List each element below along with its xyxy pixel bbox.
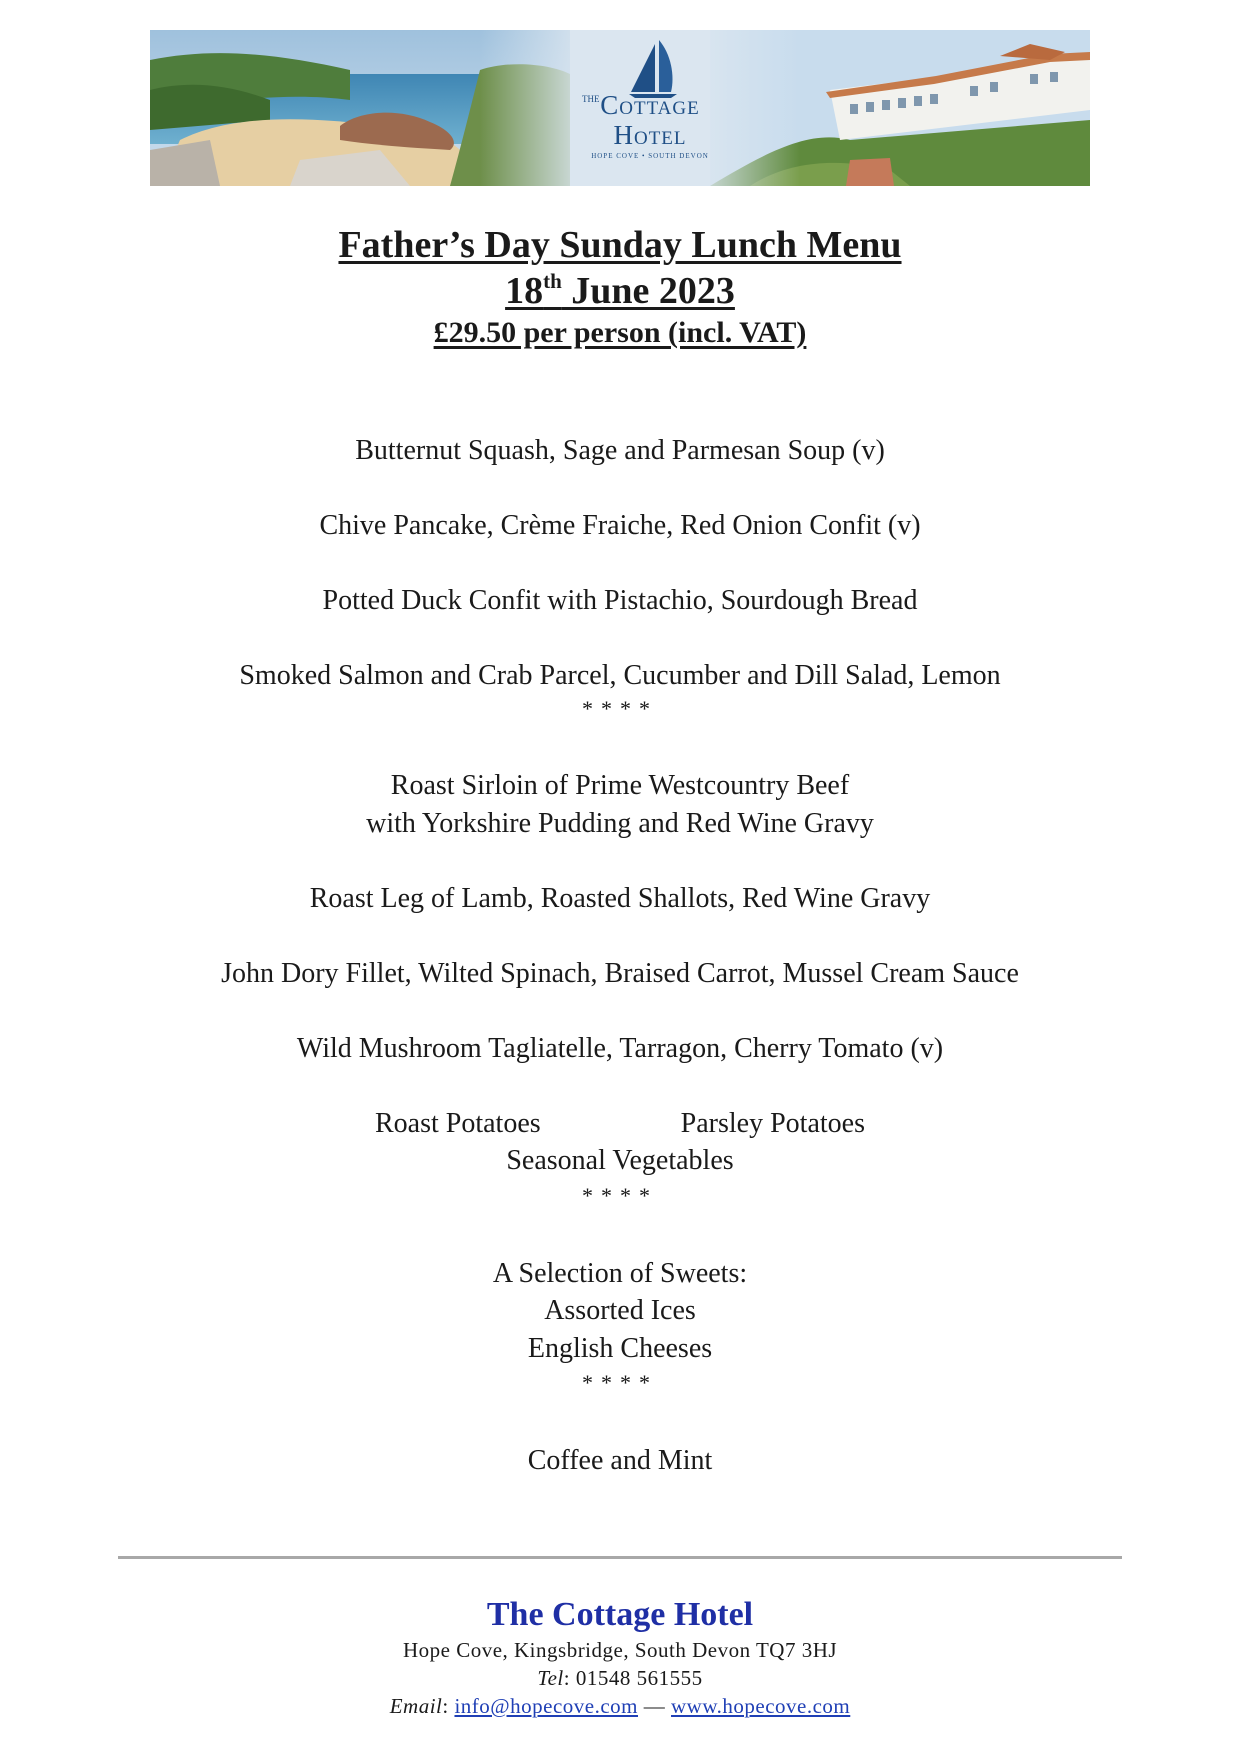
- menu-price: £29.50 per person (incl. VAT): [433, 316, 807, 349]
- coffee-item: Coffee and Mint: [527, 1445, 713, 1476]
- tel-number: : 01548 561555: [563, 1666, 703, 1690]
- main-item-continued: with Yorkshire Pudding and Red Wine Gravy: [366, 808, 874, 839]
- footer: [0, 1594, 1240, 1720]
- sweets-heading: A Selection of Sweets:: [492, 1258, 748, 1289]
- footer-contact: [0, 1692, 1240, 1720]
- sweet-item: Assorted Ices: [544, 1295, 696, 1326]
- tel-label: Tel: [537, 1666, 564, 1690]
- course-separator: ****: [582, 1370, 658, 1395]
- date-day: 18: [505, 270, 544, 312]
- main-item: John Dory Fillet, Wilted Spinach, Braised Carrot, Mussel Cream Sauce: [221, 958, 1019, 989]
- date-suffix: th: [543, 269, 562, 293]
- logo-cottage-text: Cottage: [600, 90, 700, 120]
- footer-divider: [118, 1556, 1122, 1559]
- main-item: Wild Mushroom Tagliatelle, Tarragon, Cherry Tomato (v): [296, 1033, 944, 1064]
- footer-address: Hope Cove, Kingsbridge, South Devon TQ7 3HJ: [402, 1638, 838, 1662]
- menu-date: [0, 268, 1240, 314]
- footer-hotel-name: The Cottage Hotel: [486, 1596, 754, 1633]
- starter-item: Potted Duck Confit with Pistachio, Sourdough Bread: [322, 585, 918, 616]
- date-month-year: June 2023: [561, 270, 735, 312]
- email-separator: :: [442, 1694, 455, 1718]
- side-roast-potatoes: Roast Potatoes: [375, 1108, 541, 1139]
- course-separator: ****: [582, 1183, 658, 1208]
- logo-location-text: HOPE COVE • SOUTH DEVON: [591, 152, 709, 160]
- email-link[interactable]: info@hopecove.com: [454, 1694, 639, 1718]
- website-link[interactable]: www.hopecove.com: [671, 1694, 851, 1718]
- hotel-banner: [150, 30, 1090, 186]
- dash-separator: —: [638, 1694, 672, 1718]
- footer-telephone: [0, 1664, 1240, 1692]
- starter-item: Smoked Salmon and Crab Parcel, Cucumber and Dill Salad, Lemon: [239, 660, 1001, 691]
- main-item: Roast Sirloin of Prime Westcountry Beef: [390, 770, 850, 801]
- side-parsley-potatoes: Parsley Potatoes: [680, 1108, 865, 1139]
- starter-item: Chive Pancake, Crème Fraiche, Red Onion Confit (v): [319, 510, 921, 541]
- sweet-item: English Cheeses: [527, 1333, 713, 1364]
- side-seasonal-vegetables: Seasonal Vegetables: [506, 1145, 734, 1176]
- email-label: Email: [389, 1694, 443, 1718]
- logo-the-text: THE: [582, 94, 600, 104]
- course-separator: ****: [582, 696, 658, 721]
- logo-hotel-text: Hotel: [613, 120, 687, 150]
- menu-heading: [0, 222, 1240, 352]
- main-item: Roast Leg of Lamb, Roasted Shallots, Red Wine Gravy: [309, 883, 931, 914]
- sides-row: [0, 1105, 1240, 1143]
- hotel-logo: [560, 90, 740, 160]
- menu-title: Father’s Day Sunday Lunch Menu: [338, 224, 902, 266]
- starter-item: Butternut Squash, Sage and Parmesan Soup (v): [355, 435, 885, 466]
